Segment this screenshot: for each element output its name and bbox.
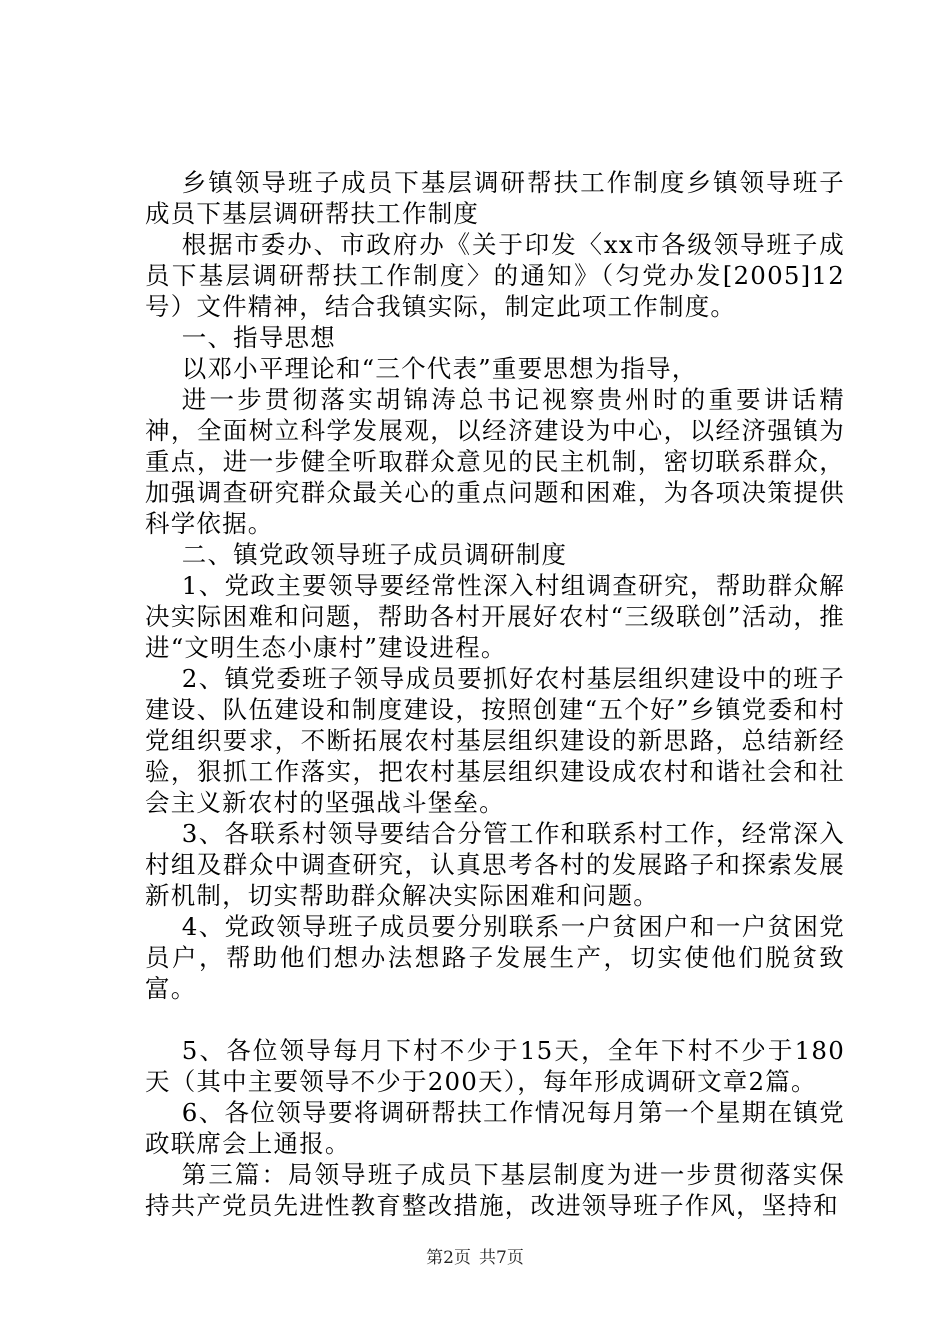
list-item: 3、各联系村领导要结合分管工作和联系村工作，经常深入村组及群众中调查研究，认真思考各村的发展路子和探索发展新机制，切实帮助群众解决实际困难和问题。 [145,819,845,910]
paragraph-intro: 根据市委办、市政府办《关于印发〈xx市各级领导班子成员下基层调研帮扶工作制度〉的通知》（匀党办发[2005]12号）文件精神，结合我镇实际，制定此项工作制度。 [145,230,845,321]
document-body [145,167,845,1221]
section-heading-guiding-ideology: 一、指导思想 [181,323,336,352]
paragraph: 以邓小平理论和“三个代表”重要思想为指导， [181,354,698,383]
paragraph: 进一步贯彻落实胡锦涛总书记视察贵州时的重要讲话精神，全面树立科学发展观，以经济建设为中心，以经济强镇为重点，进一步健全听取群众意见的民主机制，密切联系群众，加强调查研究群众最关心的重点问题和困难，为各项决策提供科学依据。 [145,385,845,538]
list-item: 4、党政领导班子成员要分别联系一户贫困户和一户贫困党员户，帮助他们想办法想路子发展生产，切实使他们脱贫致富。 [145,912,845,1003]
paragraph-title: 乡镇领导班子成员下基层调研帮扶工作制度乡镇领导班子成员下基层调研帮扶工作制度 [145,168,845,228]
list-item: 5、各位领导每月下村不少于15天，全年下村不少于180天（其中主要领导不少于200天），每年形成调研文章2篇。 [145,1036,845,1096]
page-footer [0,1243,950,1268]
list-item: 6、各位领导要将调研帮扶工作情况每月第一个星期在镇党政联席会上通报。 [145,1098,845,1158]
page-number: 第2页 [426,1248,471,1268]
section-heading-research-system: 二、镇党政领导班子成员调研制度 [181,540,568,569]
list-item: 1、党政主要领导要经常性深入村组调查研究，帮助群众解决实际困难和问题，帮助各村开展好农村“三级联创”活动，推进“文明生态小康村”建设进程。 [145,571,845,662]
paragraph-third-article: 第三篇：局领导班子成员下基层制度为进一步贯彻落实保持共产党员先进性教育整改措施，改进领导班子作风，坚持和 [145,1160,845,1220]
list-item: 2、镇党委班子领导成员要抓好农村基层组织建设中的班子建设、队伍建设和制度建设，按照创建“五个好”乡镇党委和村党组织要求，不断拓展农村基层组织建设的新思路，总结新经验，狠抓工作落实，把农村基层组织建设成农村和谐社会和社会主义新农村的坚强战斗堡垒。 [145,664,845,817]
page-total: 共7页 [479,1248,524,1268]
